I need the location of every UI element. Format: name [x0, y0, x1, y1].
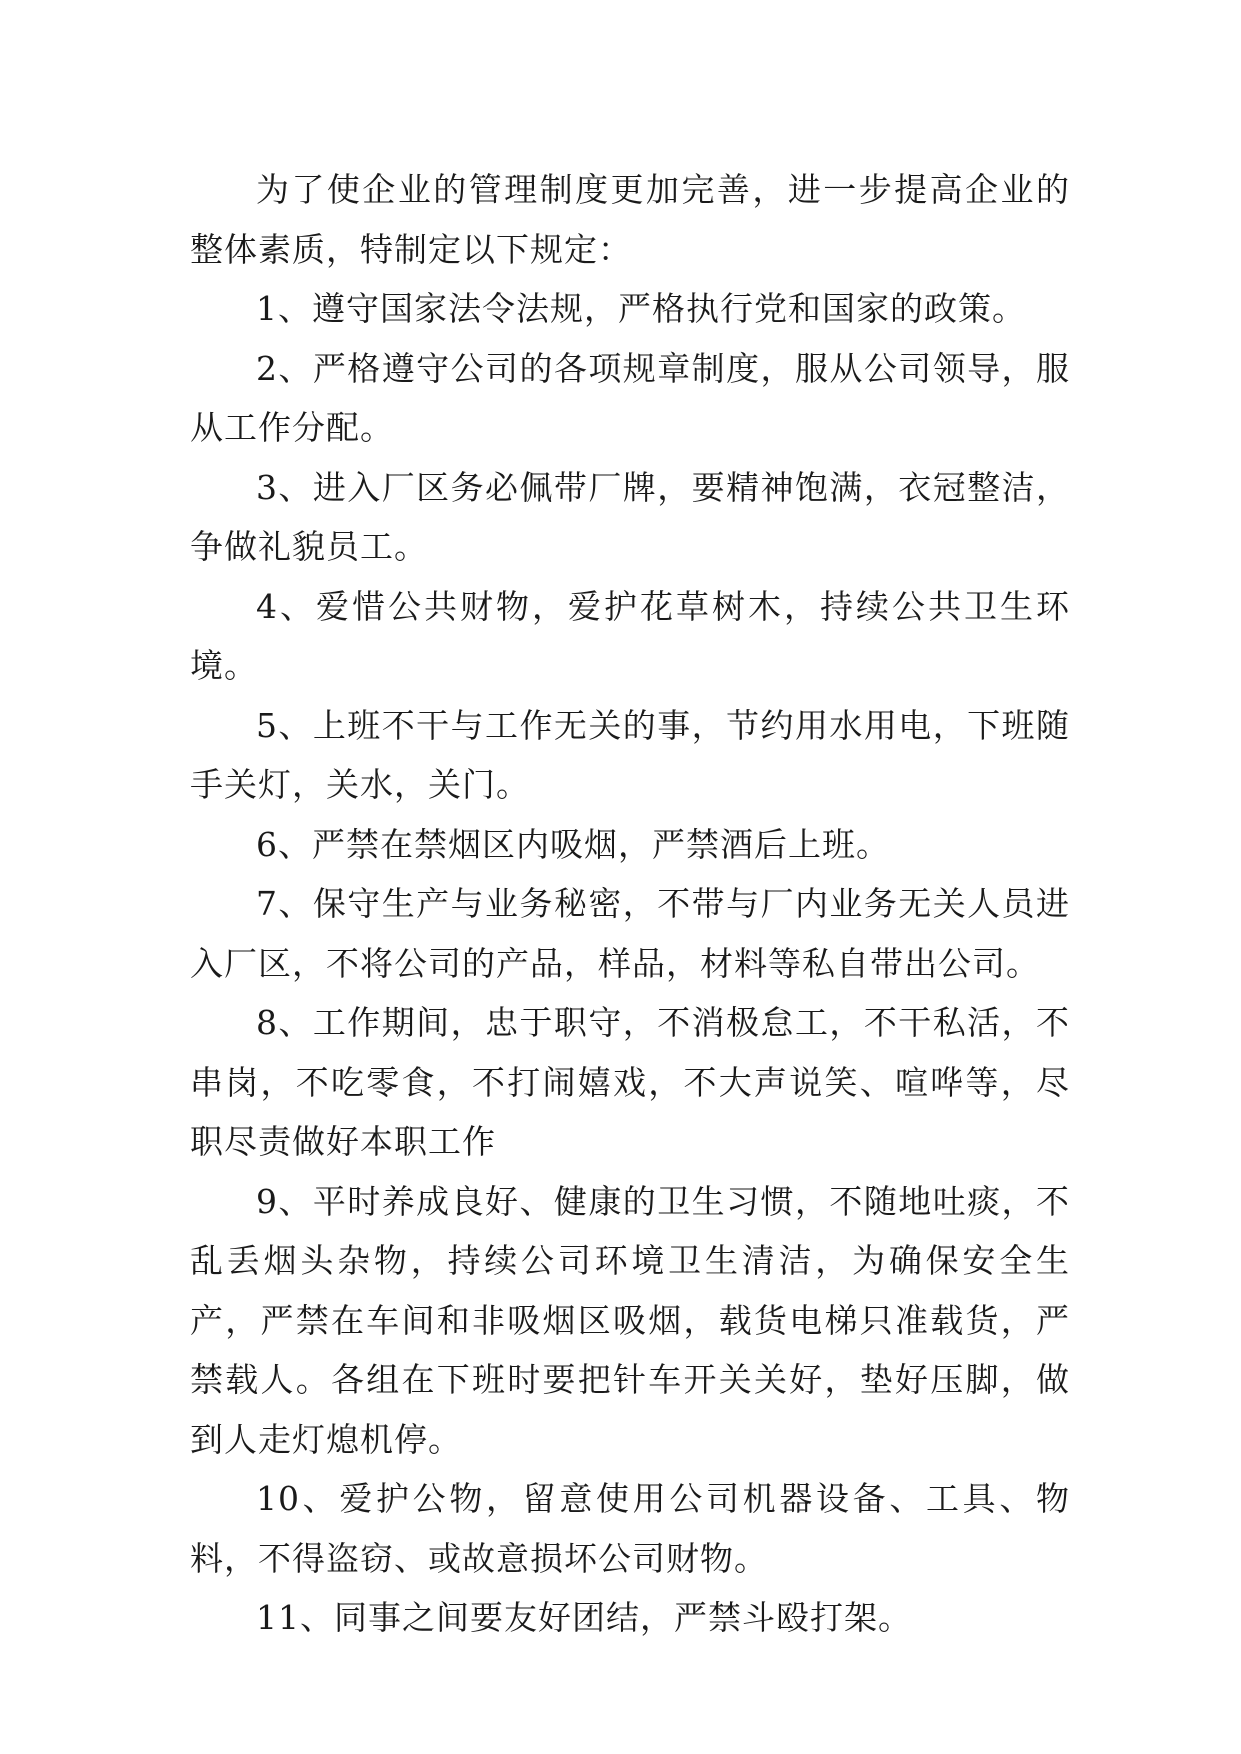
rule-2: 2、严格遵守公司的各项规章制度，服从公司领导，服从工作分配。: [190, 348, 1070, 447]
rule-11: 11、同事之间要友好团结，严禁斗殴打架。: [256, 1598, 912, 1637]
rule-9: 9、平时养成良好、健康的卫生习惯，不随地吐痰，不乱丢烟头杂物，持续公司环境卫生清洁，为确保安全生产，严禁在车间和非吸烟区吸烟，载货电梯只准载货，严禁载人。各组在下班时要把针车开关关好，垫好压脚，做到人走灯熄机停。: [190, 1181, 1070, 1459]
rule-1: 1、遵守国家法令法规，严格执行党和国家的政策。: [256, 289, 1026, 328]
rule-4: 4、爱惜公共财物，爱护花草树木，持续公共卫生环境。: [190, 586, 1070, 685]
rule-10: 10、爱护公物，留意使用公司机器设备、工具、物料，不得盗窃、或故意损坏公司财物。: [190, 1479, 1070, 1578]
rule-8: 8、工作期间，忠于职守，不消极怠工，不干私活，不串岗，不吃零食，不打闹嬉戏，不大声说笑、喧哗等，尽职尽责做好本职工作: [190, 1003, 1070, 1161]
rule-5: 5、上班不干与工作无关的事，节约用水用电，下班随手关灯，关水，关门。: [190, 705, 1070, 804]
intro-paragraph: 为了使企业的管理制度更加完善，进一步提高企业的整体素质，特制定以下规定：: [190, 170, 1070, 269]
rule-7: 7、保守生产与业务秘密，不带与厂内业务无关人员进入厂区，不将公司的产品，样品，材料等私自带出公司。: [190, 884, 1070, 983]
rule-6: 6、严禁在禁烟区内吸烟，严禁酒后上班。: [256, 824, 890, 864]
rule-3: 3、进入厂区务必佩带厂牌，要精神饱满，衣冠整洁，争做礼貌员工。: [190, 467, 1070, 566]
document-body: [190, 160, 1070, 1648]
